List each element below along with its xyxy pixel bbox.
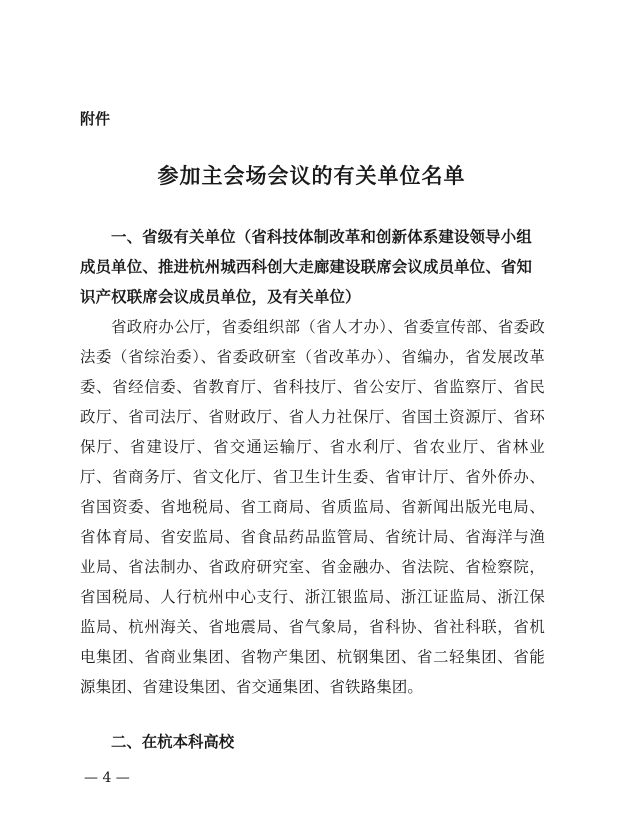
attachment-label: 附件: [80, 110, 111, 128]
section-1-body: 省政府办公厅，省委组织部（省人才办）、省委宣传部、省委政法委（省综治委）、省委政研室（省改革办）、省编办，省发展改革委、省经信委、省教育厅、省科技厅、省公安厅、省监察厅、省民政厅、省司法厅、省财政厅、省人力社保厅、省国土资源厅、省环保厅、省建设厅、省交通运输厅、省水利厅、省农业厅、省林业厅、省商务厅、省文化厅、省卫生计生委、省审计厅、省外侨办、省国资委、省地税局、省工商局、省质监局、省新闻出版光电局、省体育局、省安监局、省食品药品监管局、省统计局、省海洋与渔业局、省法制办、省政府研究室、省金融办、省法院、省检察院，省国税局、人行杭州中心支行、浙江银监局、浙江证监局、浙江保监局、杭州海关、省地震局、省气象局，省科协、省社科联，省机电集团、省商业集团、省物产集团、杭钢集团、省二轻集团、省能源集团、省建设集团、省交通集团、省铁路集团。: [80, 318, 545, 696]
section-2-heading: 二、在杭本科高校: [111, 733, 235, 751]
section-1-heading: 一、省级有关单位（省科技体制改革和创新体系建设领导小组成员单位、推进杭州城西科创大走廊建设联席会议成员单位、省知识产权联席会议成员单位，及有关单位）: [80, 228, 533, 306]
page-number: — 4 —: [84, 770, 130, 786]
document-title: 参加主会场会议的有关单位名单: [157, 164, 466, 188]
